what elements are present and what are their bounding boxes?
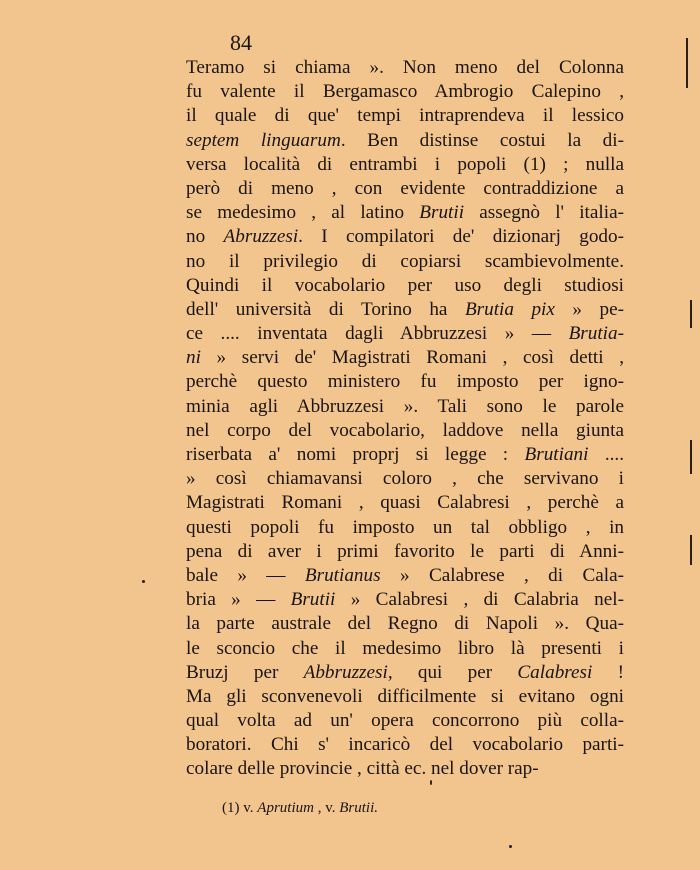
text-segment: bria » —	[186, 589, 291, 611]
text-segment: no	[186, 226, 224, 248]
text-line	[186, 346, 624, 370]
text-segment: » servi de' Magistrati Romani , così detti ,	[200, 347, 624, 369]
footnote	[222, 800, 378, 817]
text-segment: fu valente il Bergamasco Ambrogio Calepino ,	[186, 81, 624, 103]
text-line	[186, 516, 624, 540]
text-line	[186, 637, 624, 661]
text-segment: Teramo si chiama »	[186, 57, 380, 78]
text-segment: qual volta ad un' opera concorrono più colla-	[186, 710, 624, 732]
text-segment: » Calabrese , di Cala-	[380, 564, 624, 586]
text-segment: le sconcio che il medesimo libro là presenti i	[186, 637, 624, 659]
speck-center	[430, 780, 432, 785]
text-line	[186, 153, 624, 177]
italic-segment: Brutiani	[524, 444, 589, 465]
italic-segment: Abbruzzesi	[303, 661, 388, 683]
text-line	[186, 129, 624, 153]
italic-segment: Brutia-	[568, 323, 624, 345]
text-line	[186, 395, 624, 419]
text-line	[186, 709, 624, 733]
text-segment: . Non meno del Colonna	[379, 57, 624, 78]
italic-segment: Brutii	[419, 202, 465, 224]
margin-mark-top-right	[686, 38, 688, 88]
text-line	[186, 177, 624, 201]
speck-left	[142, 580, 145, 583]
text-segment: Bruzj per	[186, 661, 304, 683]
text-line	[186, 612, 624, 636]
text-line	[186, 274, 624, 298]
italic-segment: Brutianus	[304, 564, 381, 586]
text-segment: !	[592, 661, 624, 683]
text-segment: il quale di que' tempi intraprendeva il lessico	[186, 105, 624, 127]
text-segment: bale » —	[186, 564, 305, 586]
text-line	[186, 540, 624, 564]
text-segment: boratori. Chi s' incaricò del vocabolario parti-	[186, 734, 624, 756]
italic-segment: Brutii	[290, 589, 336, 611]
text-line	[186, 685, 624, 709]
text-line	[186, 298, 624, 322]
text-segment: però di meno , con evidente contraddizione a	[186, 177, 624, 199]
text-segment: no il privilegio di copiarsi scambievolmente.	[186, 250, 624, 272]
text-segment: ....	[588, 444, 624, 465]
text-line	[186, 733, 624, 757]
text-segment: riserbata a' nomi proprj si legge :	[186, 444, 525, 465]
text-line	[186, 80, 624, 104]
text-line	[186, 661, 624, 685]
italic-segment: septem linguarum	[186, 129, 341, 151]
italic-segment: Brutia pix	[464, 298, 555, 320]
text-segment: assegnò l' italia-	[464, 202, 624, 224]
text-line	[186, 104, 624, 128]
text-segment: » pe-	[554, 298, 624, 320]
text-line	[186, 757, 624, 781]
text-segment: perchè questo ministero fu imposto per igno-	[186, 371, 624, 393]
text-segment: minia agli Abbruzzesi ». Tali sono le parole	[186, 395, 624, 417]
margin-mark-right	[690, 440, 692, 474]
text-segment: » così chiamavansi coloro , che servivano i	[186, 468, 624, 490]
text-line	[186, 370, 624, 394]
italic-segment: Calabresi	[517, 661, 593, 683]
text-segment: nel corpo del vocabolario, laddove nella giunta	[186, 419, 624, 441]
footnote-italic-segment: Aprutium	[257, 800, 314, 816]
text-line	[186, 443, 624, 467]
text-line	[186, 419, 624, 443]
page-number: 84	[230, 30, 252, 55]
text-segment: ce .... inventata dagli Abbruzzesi » —	[186, 323, 569, 345]
footnote-italic-segment: Brutii.	[339, 800, 378, 816]
text-line	[186, 250, 624, 274]
margin-mark-mid-right	[690, 300, 692, 328]
text-line	[186, 201, 624, 225]
text-line	[186, 564, 624, 588]
text-line	[186, 225, 624, 249]
text-line	[186, 588, 624, 612]
text-segment: questi popoli fu imposto un tal obbligo , in	[186, 516, 624, 538]
text-line	[186, 322, 624, 346]
footnote-segment: , v.	[313, 800, 340, 816]
text-segment: versa località di entrambi i popoli (1) ; nulla	[186, 153, 624, 175]
text-line	[186, 467, 624, 491]
text-segment: . I compilatori de' dizionarj godo-	[298, 226, 624, 248]
text-segment: Quindi il vocabolario per uso degli studiosi	[186, 274, 624, 296]
text-segment: pena di aver i primi favorito le parti di Anni-	[186, 540, 624, 562]
text-segment: Ma gli sconvenevoli difficilmente si evitano ogni	[186, 685, 624, 707]
footnote-segment: (1) v.	[222, 800, 258, 816]
margin-mark-lower-right	[690, 535, 692, 565]
text-segment: Magistrati Romani , quasi Calabresi , perchè a	[186, 492, 624, 514]
text-segment: colare delle provincie , città ec. nel dover rap-	[186, 758, 539, 780]
italic-segment: Abruzzesi	[223, 226, 299, 248]
body-text	[186, 56, 624, 782]
text-segment: » Calabresi , di Calabria nel-	[335, 589, 624, 611]
text-segment: , qui per	[387, 661, 518, 683]
text-segment: dell' università di Torino ha	[186, 298, 465, 320]
speck-bottom	[509, 845, 512, 848]
text-line	[186, 56, 624, 80]
italic-segment: ni	[186, 347, 201, 369]
text-segment: . Ben distinse costui la di-	[340, 129, 624, 151]
text-segment: se medesimo , al latino	[186, 202, 420, 224]
text-segment: la parte australe del Regno di Napoli ». Qua-	[186, 613, 624, 635]
text-line	[186, 491, 624, 515]
